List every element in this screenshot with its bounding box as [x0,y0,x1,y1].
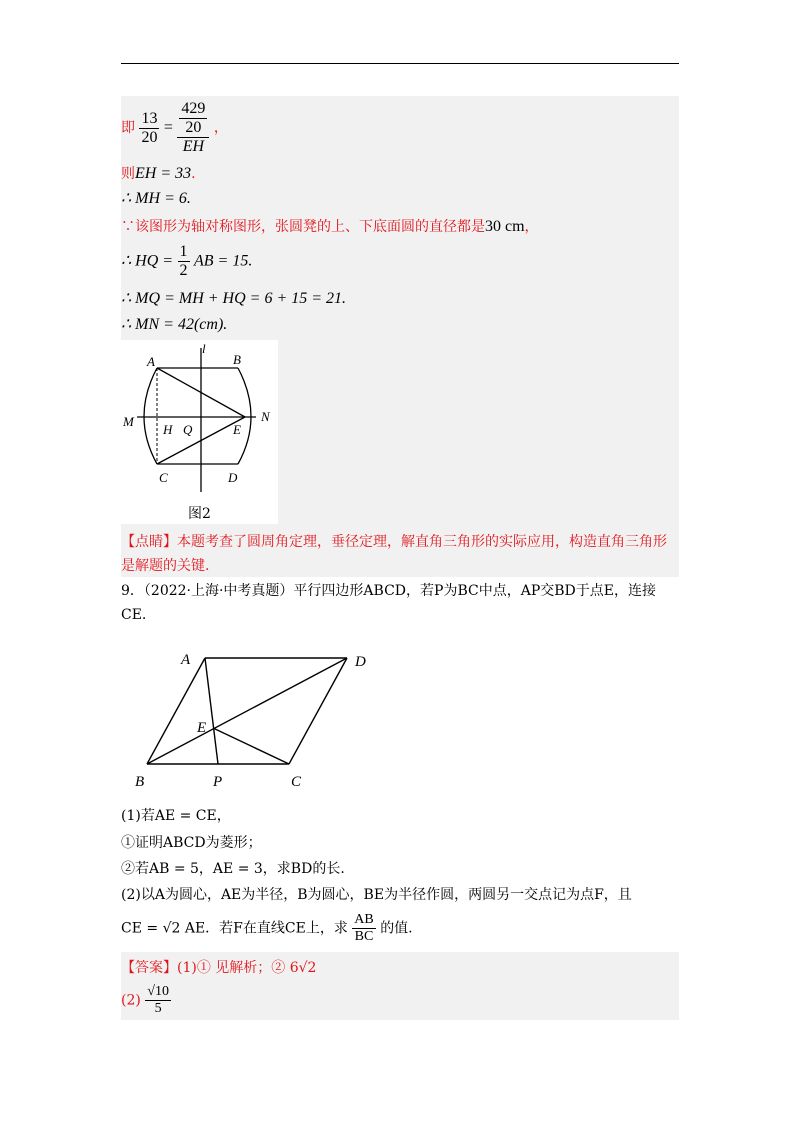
math: EH = 33 [135,165,192,182]
text: 则 [121,166,135,182]
circle-chord-diagram [121,340,278,524]
comment-text: 是解题的关键. [121,558,210,574]
label-d: D [355,654,366,670]
denominator: 20 [185,119,202,136]
denominator: EH [182,138,205,155]
numerator: 429 [181,100,206,117]
fraction-sqrt10-5 [145,984,171,1017]
answer-tag: 【答案】 [121,960,177,976]
inner-fraction [179,100,207,137]
figure-2 [121,340,278,524]
fraction-13-20 [139,110,159,147]
denominator: BC [354,929,374,944]
math: ∴ MQ = MH + HQ = 6 + 15 = 21. [121,290,347,307]
math: ∴ MN = 42(cm). [121,316,228,333]
text: ， [524,219,539,235]
header-rule [121,63,679,64]
equals: = [163,119,173,136]
numerator: √10 [147,984,169,999]
label-m: M [123,414,134,429]
solution-line-6 [121,288,346,308]
answer-line-2 [121,984,171,1017]
label-b: B [233,352,241,367]
numerator: AB [354,912,374,927]
label-c: C [291,774,302,790]
solution-line-4 [121,216,539,236]
question-1: (1)若AE = CE， [121,808,231,824]
denominator: 2 [179,262,188,279]
math: AB = 15. [194,252,253,270]
label-e: E [233,422,241,437]
label-e: E [197,720,207,736]
question-2-line-2 [121,912,413,945]
solution-line-5 [121,243,252,280]
question-2-line-1: (2)以A为圆心，AE为半径，B为圆心，BE为半径作圆，两圆另一交点记为点F，且 [121,887,632,903]
numerator: 1 [179,243,188,260]
question-1b: ②若AB = 5，AE = 3，求BD的长. [121,861,345,877]
label-n: N [261,409,270,424]
numerator [177,100,209,138]
text: ， [213,120,228,136]
label-p: P [213,774,223,790]
text: 即 [121,120,135,136]
label-q: Q [183,422,193,437]
solution-line-2 [121,163,196,183]
problem-9-line-2: CE. [121,607,147,623]
denominator: 5 [154,1001,162,1016]
answer-line-1 [121,957,316,977]
label-b: B [135,774,145,790]
numerator: 13 [141,109,158,127]
label-c: C [159,470,168,485]
comment-tag: 【点睛】 [121,534,177,550]
label-a: A [181,652,191,668]
text: . [191,166,196,182]
solution-line-3 [121,188,191,208]
figure-caption: 图2 [188,506,211,522]
denominator: 20 [141,128,158,146]
text: ∵该图形为轴对称图形，张圆凳的上、下底面圆的直径都是 [121,219,485,235]
math: ∴ HQ = [121,252,174,270]
text: (2) [121,992,141,1009]
math: ∴ MH = 6. [121,190,191,207]
label-a: A [147,354,155,369]
solution-line-1 [121,100,228,156]
text: CE = √2 AE．若F在直线CE上，求 [121,920,348,937]
comment-line-1 [121,531,667,551]
text: 的值. [380,920,413,937]
value: 30 cm [485,218,525,235]
fraction-ab-bc [352,912,375,945]
solution-line-7 [121,314,227,334]
fraction-complex [177,100,209,156]
fraction-half [178,243,190,280]
comment-text: 本题考查了圆周角定理，垂径定理，解直角三角形的实际应用，构造直角三角形 [177,534,667,550]
parallelogram-diagram [121,640,381,800]
label-l: l [202,341,206,356]
answer-text: (1)① 见解析；② 6√2 [177,960,317,976]
label-h: H [163,422,173,437]
question-1a: ①证明ABCD为菱形； [121,835,262,851]
problem-9-line-1: 9．（2022·上海·中考真题）平行四边形ABCD，若P为BC中点，AP交BD于点E，连接 [121,583,656,599]
comment-line-2 [121,555,209,575]
label-d: D [228,470,238,485]
